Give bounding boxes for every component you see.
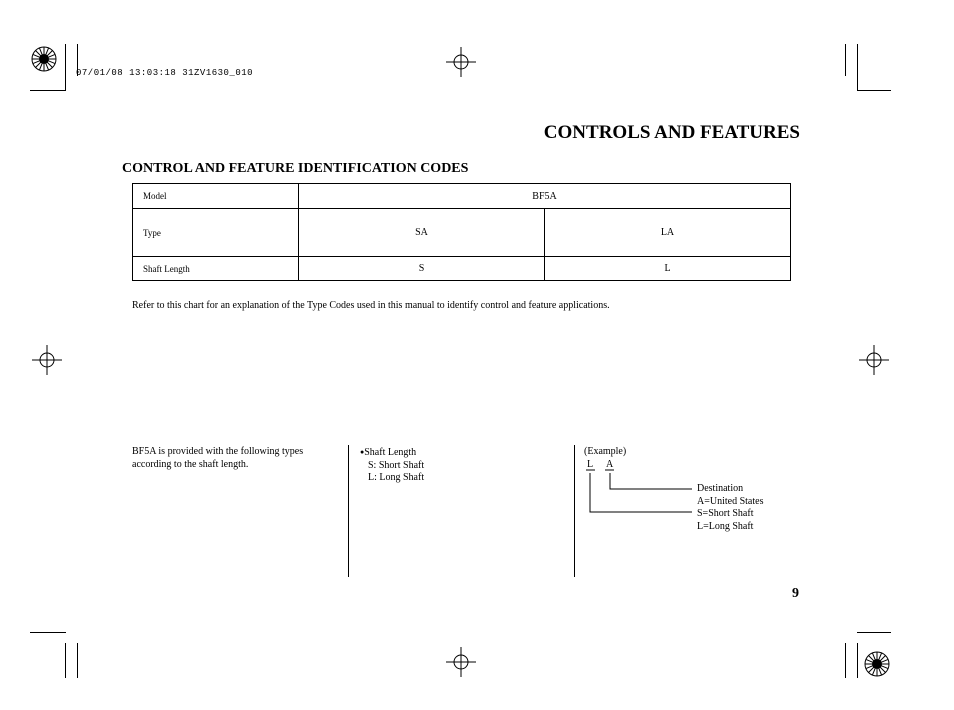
registration-sunburst-icon bbox=[30, 45, 58, 73]
code-letter-shaft: L bbox=[587, 459, 594, 470]
middle-column-text bbox=[360, 446, 424, 485]
example-label: (Example) bbox=[584, 446, 627, 457]
column-divider bbox=[574, 445, 575, 577]
registration-crosshair-icon bbox=[446, 47, 476, 77]
print-timestamp: 07/01/08 13:03:18 31ZV1630_010 bbox=[76, 68, 254, 78]
example-connector-lines bbox=[580, 468, 700, 518]
crop-mark bbox=[65, 44, 66, 90]
chart-note: Refer to this chart for an explanation of the Type Codes used in this manual to identify control and feature applications. bbox=[132, 300, 610, 311]
text-line bbox=[360, 446, 424, 460]
table-row bbox=[133, 257, 791, 281]
model-value: BF5A bbox=[299, 184, 791, 209]
registration-crosshair-icon bbox=[446, 647, 476, 677]
crop-mark bbox=[65, 643, 66, 678]
registration-crosshair-icon bbox=[32, 345, 62, 375]
crop-mark bbox=[857, 90, 891, 91]
row-label-type: Type bbox=[133, 209, 299, 257]
left-column-text bbox=[132, 446, 303, 471]
bullet-icon: ● bbox=[360, 448, 365, 456]
crop-mark bbox=[30, 632, 66, 633]
crop-mark bbox=[77, 643, 78, 678]
code-letter-destination: A bbox=[606, 459, 614, 470]
text-line: L=Long Shaft bbox=[697, 520, 754, 532]
registration-crosshair-icon bbox=[859, 345, 889, 375]
destination-legend bbox=[697, 483, 763, 533]
type-value-la: LA bbox=[545, 209, 791, 257]
text-line: L: Long Shaft bbox=[368, 472, 425, 483]
table-row bbox=[133, 209, 791, 257]
shaft-length-heading: Shaft Length bbox=[364, 447, 417, 458]
page-number: 9 bbox=[792, 586, 799, 601]
page-title: CONTROLS AND FEATURES bbox=[543, 122, 800, 143]
text-line: according to the shaft length. bbox=[132, 458, 249, 470]
crop-mark bbox=[857, 44, 858, 90]
row-label-model: Model bbox=[133, 184, 299, 209]
shaft-value-s: S bbox=[299, 257, 545, 281]
text-line: A=United States bbox=[697, 495, 764, 507]
text-line: Destination bbox=[697, 483, 744, 494]
identification-codes-table bbox=[132, 183, 791, 281]
crop-mark bbox=[845, 44, 846, 76]
crop-mark bbox=[845, 643, 846, 678]
table-row bbox=[133, 184, 791, 209]
section-heading: CONTROL AND FEATURE IDENTIFICATION CODES bbox=[122, 161, 469, 176]
row-label-shaft-length: Shaft Length bbox=[133, 257, 299, 281]
type-value-sa: SA bbox=[299, 209, 545, 257]
crop-mark bbox=[857, 643, 858, 678]
column-divider bbox=[348, 445, 349, 577]
crop-mark bbox=[30, 90, 66, 91]
text-line: S: Short Shaft bbox=[368, 459, 425, 471]
crop-mark bbox=[857, 632, 891, 633]
text-line: S=Short Shaft bbox=[697, 508, 754, 519]
text-line: BF5A is provided with the following types bbox=[132, 446, 304, 457]
shaft-value-l: L bbox=[545, 257, 791, 281]
registration-sunburst-icon bbox=[863, 650, 891, 678]
